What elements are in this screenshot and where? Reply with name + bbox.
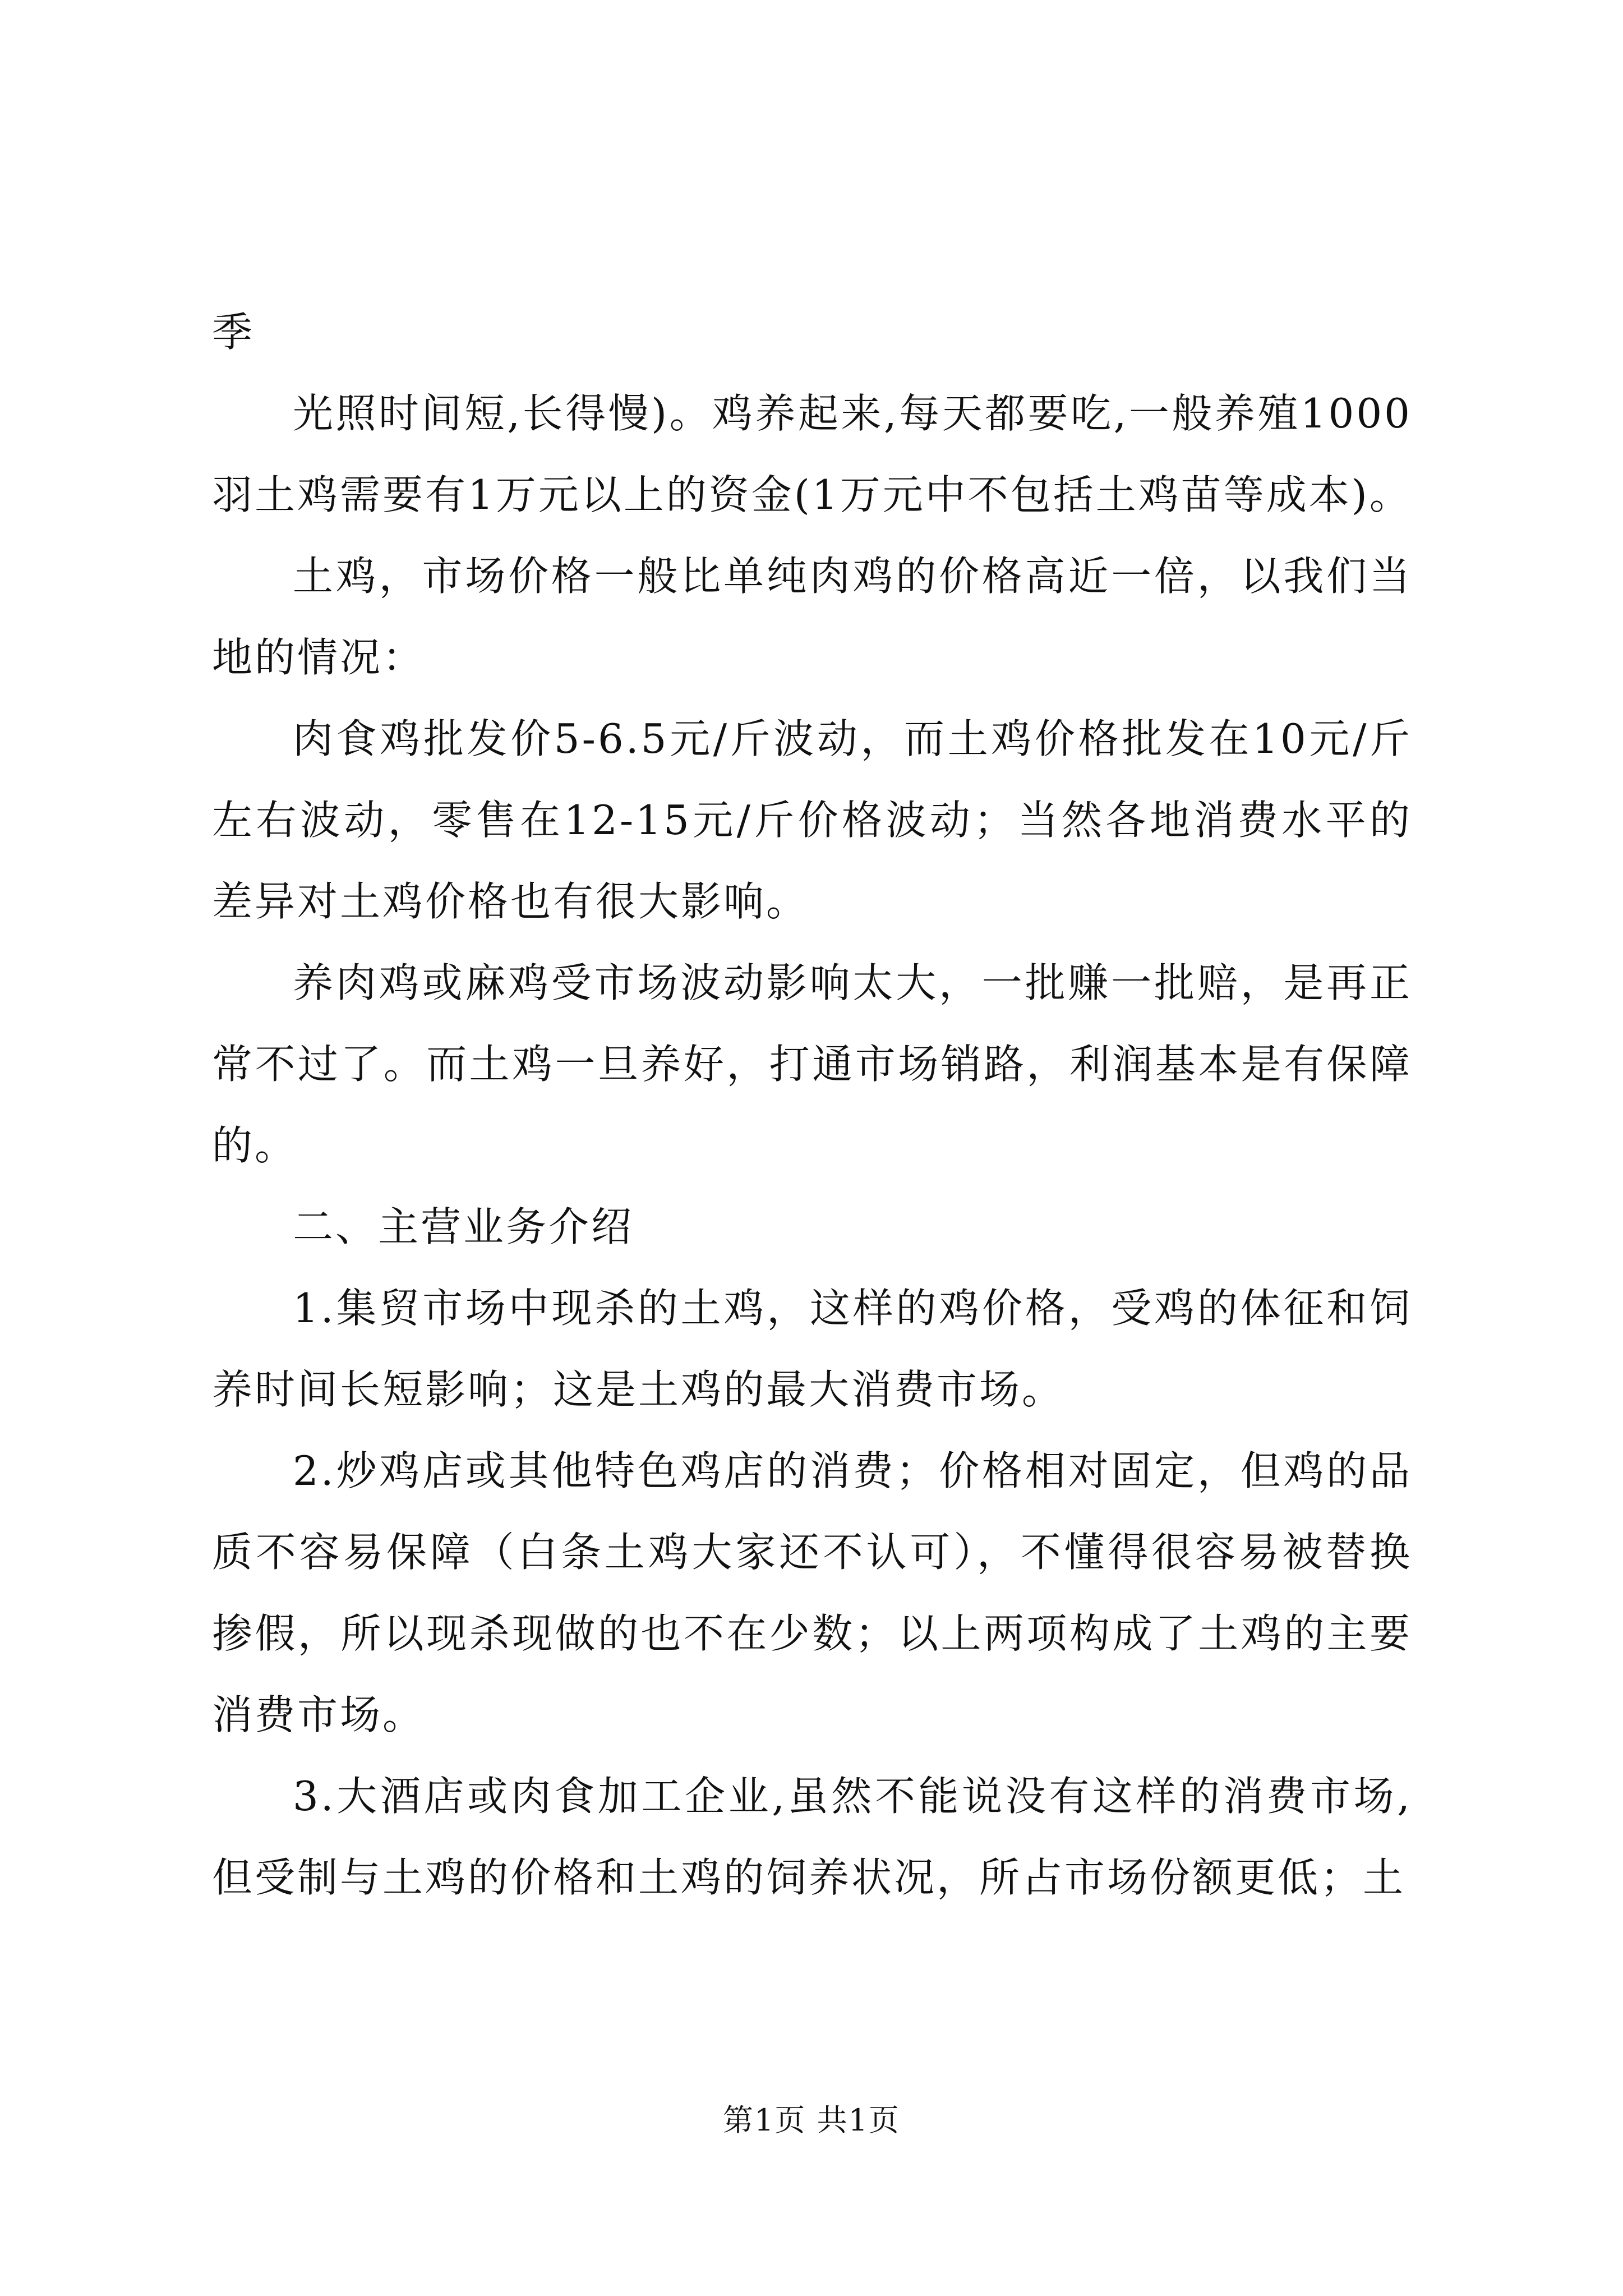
page-footer	[0, 2098, 1623, 2143]
paragraph-2: 土鸡，市场价格一般比单纯肉鸡的价格高近一倍，以我们当地的情况：	[212, 553, 1412, 681]
paragraph-8: 3.大酒店或肉食加工企业,虽然不能说没有这样的消费市场,但受制与土鸡的价格和土鸡的饲养状况，所占市场份额更低；土	[212, 1773, 1412, 1901]
paragraph-4: 养肉鸡或麻鸡受市场波动影响太大，一批赚一批赔，是再正常不过了。而土鸡一旦养好，打通市场销路，利润基本是有保障的。	[212, 959, 1412, 1169]
paragraph-0: 季	[212, 309, 255, 356]
paragraph-6: 1.集贸市场中现杀的土鸡，这样的鸡价格，受鸡的体征和饲养时间长短影响；这是土鸡的最大消费市场。	[212, 1285, 1412, 1413]
document-body	[212, 292, 1412, 1918]
section-heading: 二、主营业务介绍	[293, 1203, 634, 1250]
paragraph-3: 肉食鸡批发价5-6.5元/斤波动，而土鸡价格批发在10元/斤左右波动，零售在12-15元/斤价格波动；当然各地消费水平的差异对土鸡价格也有很大影响。	[212, 715, 1412, 925]
paragraph-7: 2.炒鸡店或其他特色鸡店的消费；价格相对固定，但鸡的品质不容易保障（白条土鸡大家还不认可），不懂得很容易被替换掺假，所以现杀现做的也不在少数；以上两项构成了土鸡的主要消费市场。	[212, 1447, 1412, 1738]
paragraph-1: 光照时间短,长得慢)。鸡养起来,每天都要吃,一般养殖1000羽土鸡需要有1万元以上的资金(1万元中不包括土鸡苗等成本)。	[212, 390, 1412, 518]
page-number-label: 第1页 共1页	[723, 2102, 900, 2138]
